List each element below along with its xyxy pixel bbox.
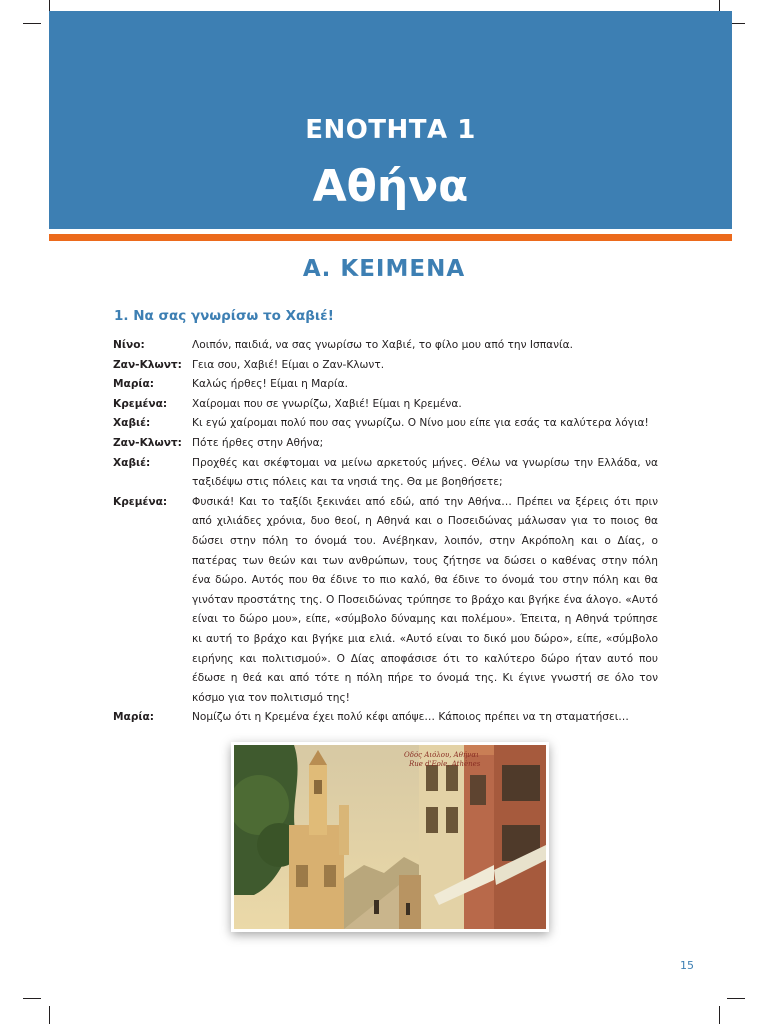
dialogue-line — [113, 454, 658, 493]
dialogue-line — [113, 375, 658, 395]
dialogue-line — [113, 434, 658, 454]
speech-text: Χαίρομαι που σε γνωρίζω, Χαβιέ! Είμαι η Κρεμένα. — [192, 397, 462, 410]
speech-text: Νομίζω ότι η Κρεμένα έχει πολύ κέφι απόψε… Κάποιος πρέπει να τη σταματήσει… — [192, 711, 629, 724]
crop-mark — [727, 998, 745, 999]
speaker-name: Ζαν-Κλωντ: — [113, 358, 182, 371]
speech-text: Πότε ήρθες στην Αθήνα; — [192, 436, 324, 449]
speaker-name: Μαρία: — [113, 378, 155, 391]
dialogue-line — [113, 395, 658, 415]
speech-text: Φυσικά! Και το ταξίδι ξεκινάει από εδώ, από την Αθήνα… Πρέπει να ξέρεις ότι πριν από χιλιάδες χρόνια, δυο θεοί, η Αθηνά και ο Ποσειδώνας μάλωσαν για το ποιος θα δώσει στην πόλη το όνομά του. Ανέβηκαν, λοιπόν, στην Ακρόπολη και ο Δίας, ο πατέρας των θεών και των ανθρώπων, τους ζήτησε να δώσει ο καθένας στην πόλη ένα δώρο. Αυτός που θα έδινε το πιο καλό, θα έδινε το όνομά του στην πόλη και θα γινόταν προστάτης της. Ο Ποσειδώνας τρύπησε το βράχο και βγήκε ένα άλογο. «Αυτό είναι το δώρο μου», είπε, «σύμβολο δύναμης και πολέμου». Έπειτα, η Αθηνά τρύπησε κι αυτή το βράχο και βγήκε μια ελιά. «Αυτό είναι το δικό μου δώρο», είπε, «σύμβολο ειρήνης και πολιτισμού». Ο Δίας αποφάσισε ότι το καλύτερο δώρο ήταν αυτό που έδωσε η θεά και από τότε η πόλη πήρε το όνομά της. Κι έγινε γνωστή σε όλο τον κόσμο για τον πολιτισμό της! — [192, 495, 658, 704]
speaker-name: Χαβιέ: — [113, 456, 151, 469]
speech-text: Καλώς ήρθες! Είμαι η Μαρία. — [192, 378, 348, 391]
street-illustration — [234, 745, 546, 929]
crop-mark — [23, 23, 41, 24]
speaker-name: Νίνο: — [113, 339, 145, 351]
speaker-name: Κρεμένα: — [113, 495, 168, 508]
chapter-title: Αθήνα — [312, 161, 469, 212]
crop-mark — [23, 998, 41, 999]
postcard-photo — [231, 742, 549, 932]
crop-mark — [49, 1006, 50, 1024]
crop-mark — [719, 1006, 720, 1024]
speech-text: Κι εγώ χαίρομαι πολύ που σας γνωρίζω. Ο Νίνο μου είπε για εσάς τα καλύτερα λόγια! — [192, 417, 649, 430]
speaker-name: Χαβιέ: — [113, 417, 151, 430]
unit-label: ΕΝΟΤΗΤΑ 1 — [305, 115, 476, 145]
speaker-name: Ζαν-Κλωντ: — [113, 436, 182, 449]
dialogue-line — [113, 708, 658, 728]
dialogue-title: 1. Να σας γνωρίσω το Χαβιέ! — [114, 308, 334, 324]
speaker-name: Μαρία: — [113, 711, 155, 724]
photo-caption-french: Rue d'Eole, Athènes — [409, 760, 481, 768]
speech-text: Λοιπόν, παιδιά, να σας γνωρίσω το Χαβιέ, το φίλο μου από την Ισπανία. — [192, 339, 573, 351]
dialogue-line — [113, 414, 658, 434]
chapter-banner — [49, 11, 732, 229]
dialogue-line — [113, 336, 658, 356]
speaker-name: Κρεμένα: — [113, 397, 168, 410]
divider-rule — [49, 234, 732, 241]
dialogue-text — [113, 336, 658, 728]
dialogue-line — [113, 493, 658, 709]
section-title: Α. ΚΕΙΜΕΝΑ — [302, 256, 466, 282]
photo-caption-greek: Οδός Αιόλου, Αθήναι — [404, 751, 479, 759]
page-number: 15 — [680, 959, 694, 972]
dialogue-line — [113, 356, 658, 376]
speech-text: Προχθές και σκέφτομαι να μείνω αρκετούς μήνες. Θέλω να γνωρίσω την Ελλάδα, να ταξιδέψω στις πόλεις και τα νησιά της. Θα με βοηθήσετε; — [192, 456, 658, 489]
speech-text: Γεια σου, Χαβιέ! Είμαι ο Ζαν-Κλωντ. — [192, 358, 385, 371]
